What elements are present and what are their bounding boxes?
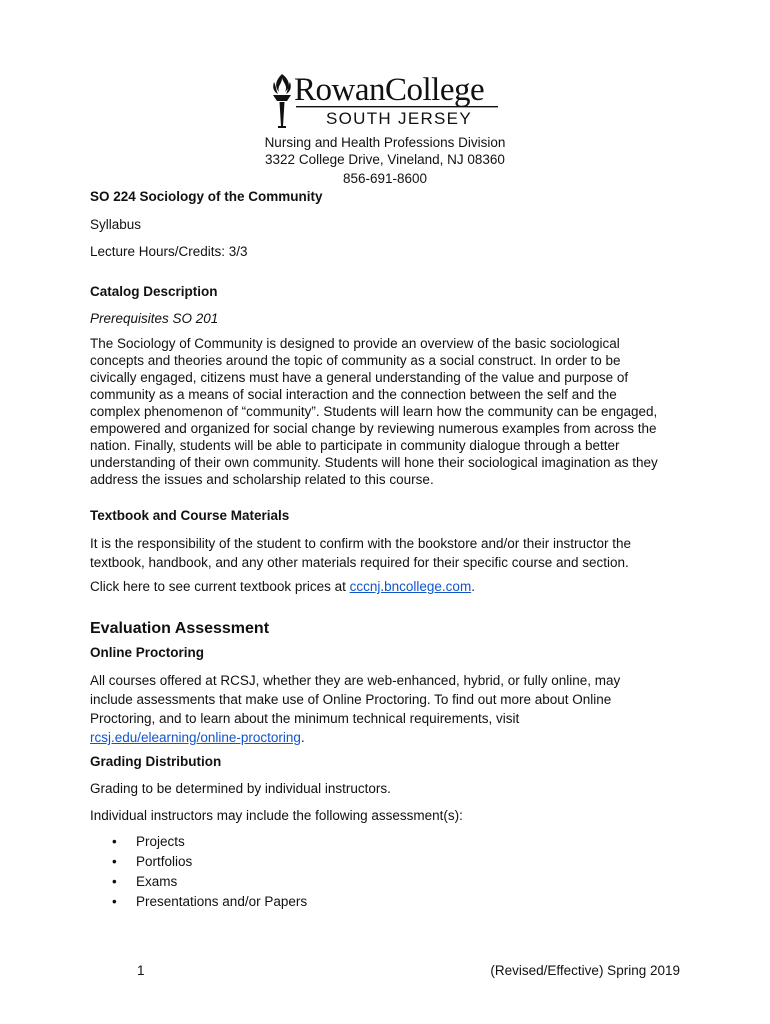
proctoring-text [90,671,690,747]
college-logo [270,70,500,132]
catalog-description [90,335,710,488]
lecture-hours: Lecture Hours/Credits: 3/3 [90,244,248,259]
proctoring-link[interactable]: rcsj.edu/elearning/online-proctoring [90,730,301,745]
textbook-prices [90,578,690,595]
grading-heading: Grading Distribution [90,754,222,769]
course-title: SO 224 Sociology of the Community [90,189,323,204]
document-type: Syllabus [90,217,142,232]
assessment-list [90,832,690,912]
textbook-prices-suffix: . [471,579,475,594]
revision-date: (Revised/Effective) Spring 2019 [490,963,680,978]
catalog-line: understanding of their own community. Students will hone their sociological imagination as they [90,455,658,470]
list-item: • Portfolios [90,852,690,872]
catalog-heading: Catalog Description [90,284,218,299]
catalog-line: The Sociology of Community is designed to provide an overview of the basic sociological [90,336,620,351]
catalog-line: complex phenomenon of “community”. Students will learn how the community can be engaged, [90,404,658,419]
proctoring-heading: Online Proctoring [90,645,205,660]
division-phone: 856-691-8600 [342,171,428,186]
catalog-line: community as a means of social interaction and the connection between the self and the [90,387,617,402]
catalog-line: address the issues and scholarship related to this course. [90,472,434,487]
proctoring-line: Proctoring, and to learn about the minimum technical requirements, visit [90,711,520,726]
assessments-intro: Individual instructors may include the following assessment(s): [90,808,463,823]
catalog-line: empowered and organized for social change by reviewing numerous examples from across the [90,421,657,436]
list-item: • Exams [90,872,690,892]
list-item: • Presentations and/or Papers [90,892,690,912]
proctoring-line: All courses offered at RCSJ, whether they are web-enhanced, hybrid, or fully online, may [90,673,621,688]
catalog-line: civically engaged, citizens must have a general understanding of the value and purpose of [90,370,629,385]
proctoring-link-suffix: . [300,730,305,745]
textbook-line: It is the responsibility of the student to confirm with the bookstore and/or their instructor the [90,536,632,551]
proctoring-line: include assessments that make use of Online Proctoring. To find out more about Online [90,692,612,707]
division-address: 3322 College Drive, Vineland, NJ 08360 [265,152,505,167]
prerequisites: Prerequisites SO 201 [90,311,219,326]
catalog-line: nation. Finally, students will be able to participate in community dialogue through a better [90,438,620,453]
list-item: • Projects [90,832,690,852]
logo-college-name: RowanCollege [294,72,485,108]
textbook-line: textbook, handbook, and any other materials required for their specific course and section. [90,555,629,570]
catalog-line: concepts and theories around the topic of community as a social construct. In order to be [90,353,621,368]
evaluation-heading: Evaluation Assessment [90,620,270,637]
division-name: Nursing and Health Professions Division [264,135,506,150]
textbook-prices-prefix: Click here to see current textbook prices at [90,579,350,594]
textbook-text [90,534,690,572]
logo-subtitle: SOUTH JERSEY [326,109,472,128]
page-number: 1 [137,963,145,978]
bookstore-link[interactable]: cccnj.bncollege.com [349,579,472,594]
grading-text: Grading to be determined by individual instructors. [90,781,391,796]
textbook-heading: Textbook and Course Materials [90,508,290,523]
